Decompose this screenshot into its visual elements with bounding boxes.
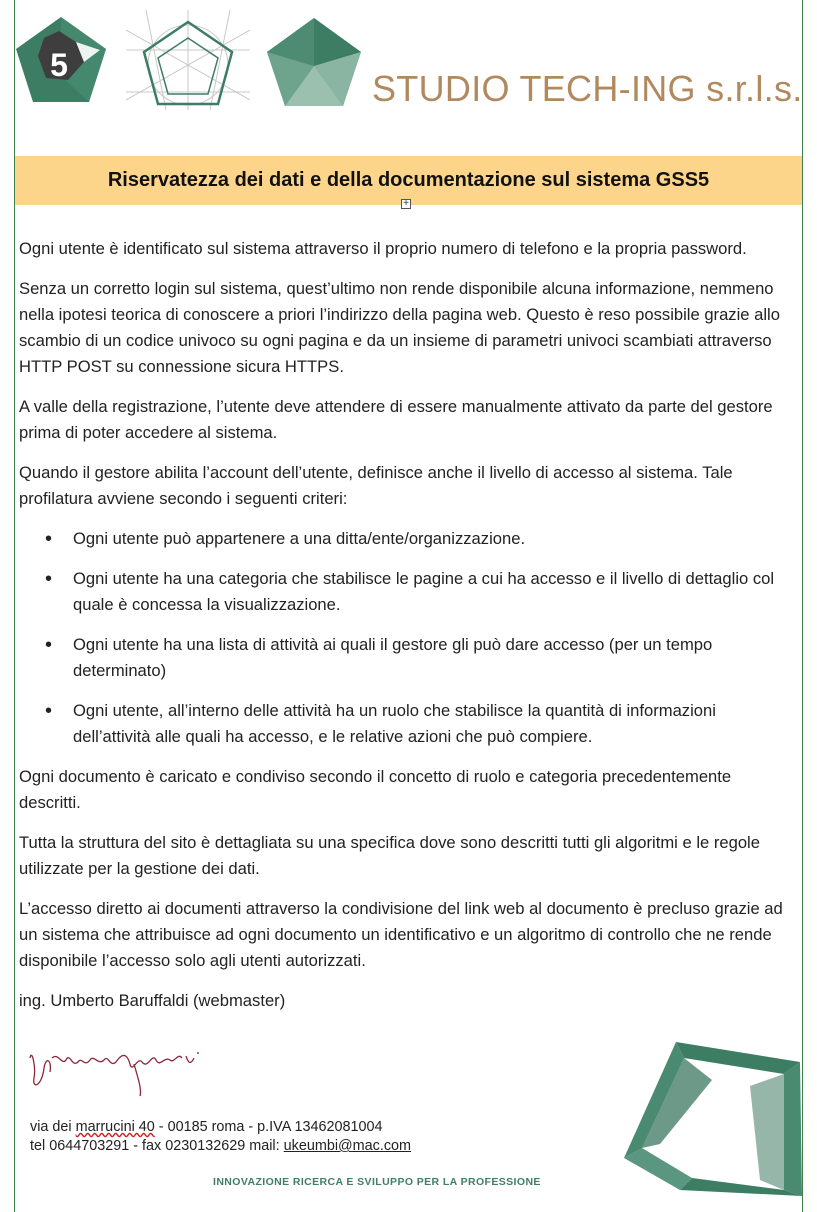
paragraph-direct-access: L’accesso diretto ai documenti attraverso la condivisione del link web al documento è precluso grazie ad un sistema che attribuisce ad ogni documento un identificativo e un algoritmo di controllo che ne rende disponibile l’accesso solo agli utenti autorizzati. xyxy=(19,899,783,970)
phone-line xyxy=(30,1137,411,1156)
address-prefix: via dei xyxy=(30,1119,76,1135)
paragraph-documents: Ogni documento è caricato e condiviso secondo il concetto di ruolo e categoria precedentemente descritti. xyxy=(19,767,732,812)
company-name: STUDIO TECH-ING s.r.l.s. xyxy=(372,68,803,109)
list-item: • Ogni utente può appartenere a una ditta/ente/organizzazione. xyxy=(73,526,791,552)
handwritten-signature xyxy=(22,1038,207,1103)
paragraph-structure: Tutta la struttura del sito è dettagliata su una specifica dove sono descritti tutti gli algoritmi e le regole utilizzate per la gestione dei dati. xyxy=(19,833,760,878)
paragraph-identification: Ogni utente è identificato sul sistema attraverso il proprio numero di telefono e la propria password. xyxy=(19,239,747,258)
list-item: • Ogni utente ha una categoria che stabilisce le pagine a cui ha accesso e il livello di dettaglio col quale è concessa la visualizzazione. xyxy=(73,566,791,618)
document-body xyxy=(19,236,791,1028)
list-item: • Ogni utente ha una lista di attività ai quali il gestore gli può dare accesso (per un tempo determinato) xyxy=(73,632,791,684)
address-street: marrucini 40 xyxy=(75,1119,155,1135)
paragraph-login: Senza un corretto login sul sistema, quest’ultimo non rende disponibile alcuna informazione, nemmeno nella ipotesi teorica di conoscere a priori l’indirizzo della pagina web. Questo è reso possibile grazie allo scambio di un codice univoco su ogni pagina e da un insieme di parametri univoci scambiati attraverso HTTP POST su connessione sicura HTTPS. xyxy=(19,279,780,376)
footer-slogan: INNOVAZIONE RICERCA E SVILUPPO PER LA PROFESSIONE xyxy=(213,1176,541,1188)
address-line xyxy=(30,1118,411,1137)
page-border-right xyxy=(802,0,803,1212)
paragraph-profiling: Quando il gestore abilita l’account dell’utente, definisce anche il livello di accesso al sistema. Tale profilatura avviene secondo i seguenti criteri: xyxy=(19,463,733,508)
page-title: Riservatezza dei dati e della documentazione sul sistema GSS5 xyxy=(107,169,710,191)
logo-faceted-pentagon xyxy=(266,18,362,108)
author-line: ing. Umberto Baruffaldi (webmaster) xyxy=(19,991,286,1010)
table-move-handle[interactable]: + xyxy=(401,199,411,209)
paragraph-registration: A valle della registrazione, l’utente deve attendere di essere manualmente attivato da parte del gestore prima di poter accedere al sistema. xyxy=(19,397,773,442)
criteria-list xyxy=(19,526,791,750)
footer-ribbon-logo xyxy=(620,1040,805,1205)
badge-number: 5 xyxy=(50,47,68,83)
phone-text: tel 0644703291 - fax 0230132629 mail: xyxy=(30,1138,284,1154)
list-item: • Ogni utente, all’interno delle attività ha un ruolo che stabilisce la quantità di informazioni dell’attività alle quali ha accesso, e le relative azioni che può compiere. xyxy=(73,698,791,750)
logo-wireframe-pentagon xyxy=(126,10,250,110)
address-rest: - 00185 roma - p.IVA 13462081004 xyxy=(154,1119,383,1135)
logo-pentagon-badge xyxy=(14,16,108,104)
email-link[interactable]: ukeumbi@mac.com xyxy=(283,1138,412,1154)
footer-contact xyxy=(30,1118,411,1156)
